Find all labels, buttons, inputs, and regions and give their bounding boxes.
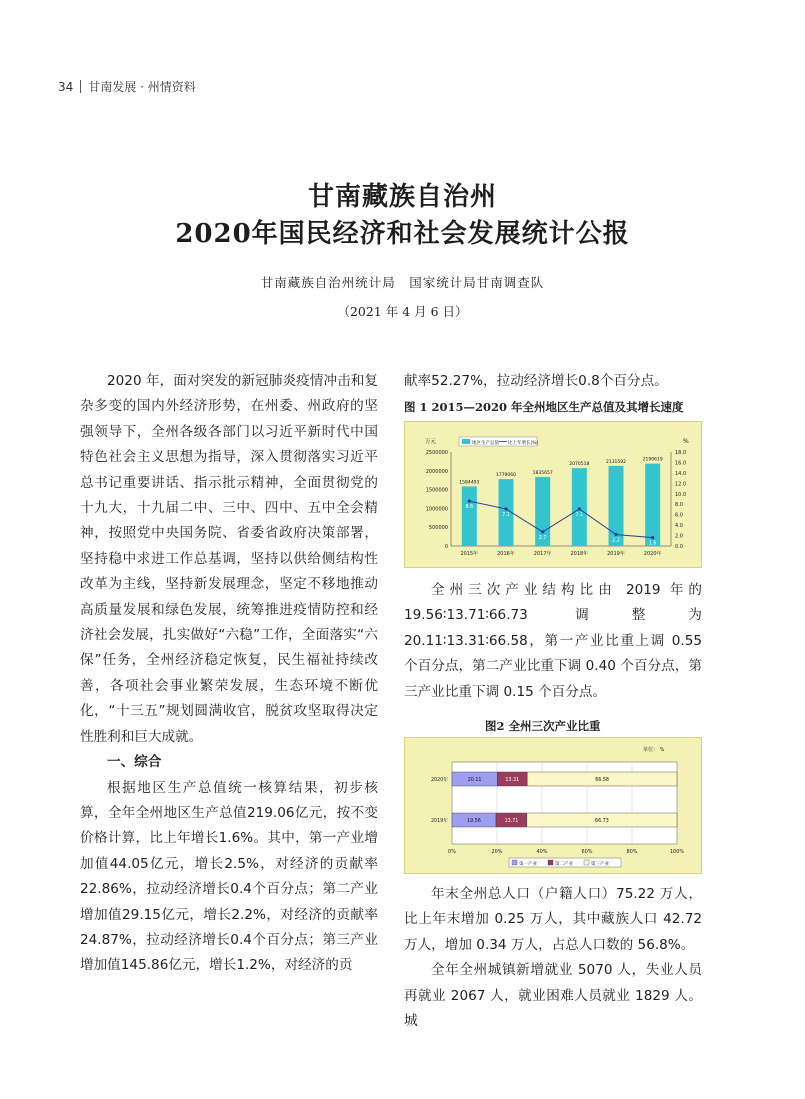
publish-date: （2021 年 4 月 6 日）: [337, 304, 468, 319]
left-column: [80, 369, 378, 979]
growth-label: 2.2: [612, 538, 620, 544]
x-tick-label: 2020年: [643, 551, 662, 557]
y2-tick-label: 0.0: [675, 544, 683, 550]
x-tick-label: 2016年: [497, 551, 515, 557]
category-label: 2020年: [430, 778, 448, 783]
x-tick-label: 100%: [669, 849, 685, 855]
intro-paragraph: 2020 年，面对突发的新冠肺炎疫情冲击和复杂多变的国内外经济形势，在州委、州政府的坚强领导下，全州各级各部门以习近平新时代中国特色社会主义思想为指导，深入贯彻落实习近平总书记重要讲话、指示批示精神，全面贯彻党的十九大，十九届二中、三中、四中、五中全会精神，按照党中央国务院、省委省政府决策部署，坚持稳中求进工作总基调，坚持以供给侧结构性改革为主线，坚持新发展理念，坚定不移地推动高质量发展和绿色发展，统筹推进疫情防控和经济社会发展，扎实做好“六稳”工作，全面落实“六保”任务，全州经济稳定恢复，民生福祉持续改善，各项社会事业繁荣发展，生态环境不断优化，“十三五”规划圆满收官，脱贫攻坚取得决定性胜利和巨大成就。: [80, 373, 378, 745]
y2-tick-label: 8.0: [675, 502, 683, 509]
segment-label: 66.73: [595, 819, 609, 824]
y-tick-label: 0: [444, 544, 448, 550]
right-top-text: [404, 369, 702, 394]
growth-point: [541, 530, 544, 533]
x-tick-label: 2018年: [570, 551, 589, 557]
structure-paragraph: 全州三次产业结构比由 2019 年的 19.56∶13.71∶66.73 调整为 20.11∶13.31∶66.58，第一产业比重上调 0.55 个百分点，第二产业比重下调 0.40 个百分点，第三产业比重下调 0.15 个百分点。: [404, 582, 702, 700]
legend-line-label: 比上年增长(%): [508, 441, 539, 446]
population-paragraph: 年末全州总人口（户籍人口）75.22 万人，比上年末增加 0.25 万人，其中藏族人口 42.72 万人，增加 0.34 万人，占总人口数的 56.8%。: [404, 886, 702, 953]
title-line2: 2020年国民经济和社会发展统计公报: [175, 219, 630, 249]
growth-label: 8.6: [465, 505, 474, 511]
legend-swatch: [548, 860, 553, 865]
gdp-bar: [462, 486, 477, 546]
unit-label: 单位： %: [643, 747, 665, 753]
legend-swatch: [584, 860, 589, 865]
right-unit-label: %: [683, 438, 689, 445]
x-tick-label: 60%: [581, 849, 593, 855]
segment-label: 19.56: [467, 819, 481, 824]
legend-label: 第三产业: [591, 862, 609, 867]
page-number: 34: [58, 79, 74, 94]
figure2-chart: [404, 737, 702, 874]
figure1-caption: 图 1 2015—2020 年全州地区生产总值及其增长速度: [404, 400, 684, 414]
x-tick-label: 2019年: [607, 551, 625, 557]
employment-paragraph: 全年全州城镇新增就业 5070 人，失业人员再就业 2067 人，就业困难人员就业 1829 人。城: [404, 962, 702, 1030]
gdp-paragraph: 根据地区生产总值统一核算结果，初步核算，全年全州地区生产总值219.06亿元，按不变价格计算，比上年增长1.6%。其中，第一产业增加值44.05亿元，增长2.5%，对经济的贡献率22.86%，拉动经济增长0.4个百分点；第二产业增加值29.15亿元，增长2.2%，对经济的贡献率24.87%，拉动经济增长0.4个百分点；第三产业增加值145.86亿元，增长1.2%，对经济的贡: [80, 779, 378, 974]
x-tick-label: 0%: [448, 849, 456, 855]
y-tick-label: 1500000: [425, 487, 448, 494]
legend-bar-label: 地区生产总值: [472, 441, 499, 446]
x-tick-label: 2015年: [460, 551, 479, 557]
segment-label: 13.31: [505, 778, 520, 783]
growth-line: [469, 501, 652, 538]
gdp-bar-label: 2131592: [605, 459, 627, 465]
growth-point: [578, 507, 581, 510]
y2-tick-label: 4.0: [675, 523, 683, 530]
legend-bar-swatch: [462, 439, 470, 444]
y2-tick-label: 12.0: [675, 481, 687, 488]
figure2-caption: 图2 全州三次产业比重: [485, 719, 601, 733]
structure-chart-svg: [405, 738, 701, 873]
growth-point: [614, 533, 617, 536]
y2-tick-label: 16.0: [675, 460, 687, 467]
growth-label: 7.1: [502, 512, 510, 518]
y-tick-label: 500000: [428, 525, 448, 532]
gdp-bar-label: 1584493: [459, 480, 480, 486]
x-tick-label: 80%: [626, 849, 638, 855]
header-divider: [80, 80, 81, 93]
title-line1: 甘南藏族自治州: [307, 182, 497, 212]
y-tick-label: 2000000: [425, 468, 448, 475]
x-tick-label: 2017年: [533, 551, 552, 557]
gdp-bar-label: 2070518: [569, 462, 590, 468]
figure1-chart: [404, 421, 702, 568]
gdp-chart-svg: [405, 422, 701, 567]
growth-label: 2.7: [538, 535, 547, 541]
gdp-bar-label: 2190619: [642, 457, 663, 463]
growth-label: 1.6: [648, 541, 657, 547]
gdp-bar: [572, 468, 587, 546]
gdp-bar-label: 1835657: [532, 470, 553, 476]
y2-tick-label: 6.0: [675, 512, 683, 519]
y-tick-label: 2500000: [425, 450, 448, 456]
segment-label: 20.11: [467, 778, 482, 783]
x-tick-label: 40%: [536, 849, 548, 855]
growth-point: [504, 507, 507, 510]
growth-point: [468, 499, 471, 502]
structure-text: [404, 578, 702, 705]
y2-tick-label: 18.0: [675, 450, 687, 456]
population-text: [404, 882, 702, 1034]
category-label: 2019年: [430, 819, 448, 824]
y2-tick-label: 10.0: [675, 491, 687, 498]
authors: 甘南藏族自治州统计局 国家统计局甘南调查队: [260, 275, 545, 290]
section-heading: 一、综合: [107, 754, 162, 771]
y2-tick-label: 14.0: [675, 470, 687, 477]
left-unit-label: 万元: [425, 439, 437, 445]
page-header: [58, 78, 196, 95]
growth-label: 7.1: [575, 512, 584, 518]
legend-label: 第二产业: [555, 862, 573, 867]
header-section: 甘南发展 · 州情资料: [88, 80, 196, 94]
segment-label: 66.58: [595, 778, 609, 783]
gdp-continued: 献率52.27%，拉动经济增长0.8个百分点。: [404, 373, 668, 389]
x-tick-label: 20%: [491, 849, 503, 855]
y2-tick-label: 2.0: [675, 533, 683, 540]
segment-label: 13.71: [504, 819, 519, 824]
y-tick-label: 1000000: [425, 506, 448, 513]
gdp-bar: [645, 464, 660, 546]
gdp-bar-label: 1779060: [495, 473, 517, 479]
legend-label: 第一产业: [519, 862, 537, 867]
legend-swatch: [512, 860, 517, 865]
growth-point: [651, 536, 654, 539]
